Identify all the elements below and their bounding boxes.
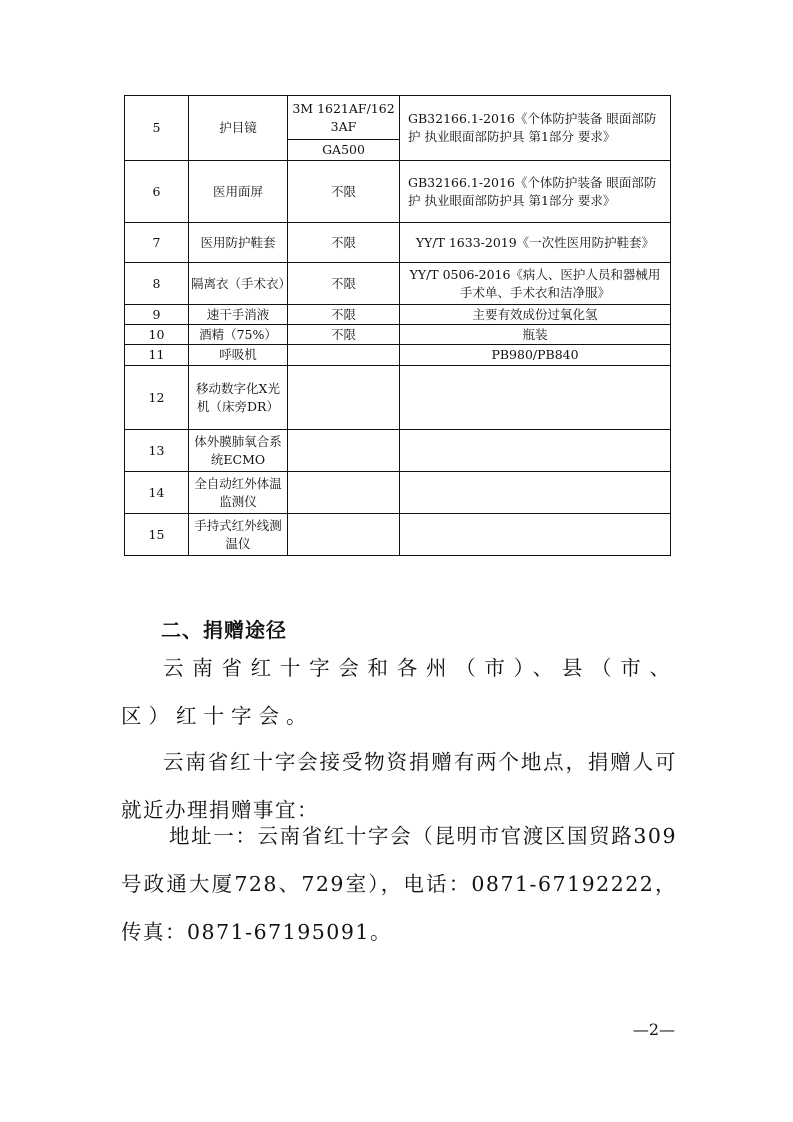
table-row — [125, 96, 671, 140]
item-standard: YY/T 0506-2016《病人、医护人员和器械用手术单、手术衣和洁净服》 — [400, 263, 671, 305]
paragraph-address-one: 地址一：云南省红十字会（昆明市官渡区国贸路309号政通大厦728、729室），电话：0871-67192222，传真：0871-67195091。 — [121, 824, 677, 944]
item-spec: 不限 — [288, 325, 400, 345]
item-name: 体外膜肺氧合系统ECMO — [189, 430, 288, 472]
item-name: 手持式红外线测温仪 — [189, 514, 288, 556]
item-spec — [288, 366, 400, 430]
table-row — [125, 345, 671, 366]
table-row — [125, 305, 671, 325]
table-row — [125, 472, 671, 514]
item-standard: 瓶装 — [400, 325, 671, 345]
paragraph-locations: 云南省红十字会接受物资捐赠有两个地点，捐赠人可就近办理捐赠事宜： — [121, 750, 677, 822]
item-name: 医用防护鞋套 — [189, 223, 288, 263]
item-spec — [288, 514, 400, 556]
item-spec — [288, 345, 400, 366]
item-number: 8 — [125, 263, 189, 305]
donation-items-table — [124, 95, 671, 556]
item-standard: PB980/PB840 — [400, 345, 671, 366]
item-spec — [288, 430, 400, 472]
item-name: 护目镜 — [189, 96, 288, 161]
item-name: 移动数字化X光机（床旁DR） — [189, 366, 288, 430]
table-row — [125, 325, 671, 345]
page-number: —2— — [632, 1020, 675, 1039]
item-standard: GB32166.1-2016《个体防护装备 眼面部防护 执业眼面部防护具 第1部分 要求》 — [400, 96, 671, 161]
item-standard: GB32166.1-2016《个体防护装备 眼面部防护 执业眼面部防护具 第1部分 要求》 — [400, 161, 671, 223]
item-standard: 主要有效成份过氧化氢 — [400, 305, 671, 325]
item-number: 13 — [125, 430, 189, 472]
item-spec — [288, 472, 400, 514]
item-spec: 不限 — [288, 223, 400, 263]
item-name: 速干手消液 — [189, 305, 288, 325]
item-number: 7 — [125, 223, 189, 263]
item-name: 呼吸机 — [189, 345, 288, 366]
item-standard — [400, 430, 671, 472]
table-row — [125, 430, 671, 472]
item-spec: 不限 — [288, 305, 400, 325]
table-row — [125, 366, 671, 430]
item-spec: 3M 1621AF/1623AF — [288, 96, 400, 140]
item-spec: 不限 — [288, 161, 400, 223]
item-number: 11 — [125, 345, 189, 366]
item-name: 医用面屏 — [189, 161, 288, 223]
item-name: 全自动红外体温监测仪 — [189, 472, 288, 514]
item-name: 酒精（75%） — [189, 325, 288, 345]
table-row — [125, 161, 671, 223]
table-row — [125, 263, 671, 305]
section-heading: 二、捐赠途径 — [161, 618, 287, 642]
item-number: 15 — [125, 514, 189, 556]
item-number: 10 — [125, 325, 189, 345]
table-row — [125, 514, 671, 556]
item-number: 9 — [125, 305, 189, 325]
item-name: 隔离衣（手术衣） — [189, 263, 288, 305]
item-number: 14 — [125, 472, 189, 514]
item-spec: 不限 — [288, 263, 400, 305]
item-standard — [400, 472, 671, 514]
table-row — [125, 223, 671, 263]
item-standard: YY/T 1633-2019《一次性医用防护鞋套》 — [400, 223, 671, 263]
item-standard — [400, 366, 671, 430]
item-standard — [400, 514, 671, 556]
item-number: 5 — [125, 96, 189, 161]
paragraph-recipients: 云南省红十字会和各州（市）、县（市、区）红十字会。 — [121, 656, 677, 728]
item-number: 6 — [125, 161, 189, 223]
item-spec: GA500 — [288, 140, 400, 161]
item-number: 12 — [125, 366, 189, 430]
